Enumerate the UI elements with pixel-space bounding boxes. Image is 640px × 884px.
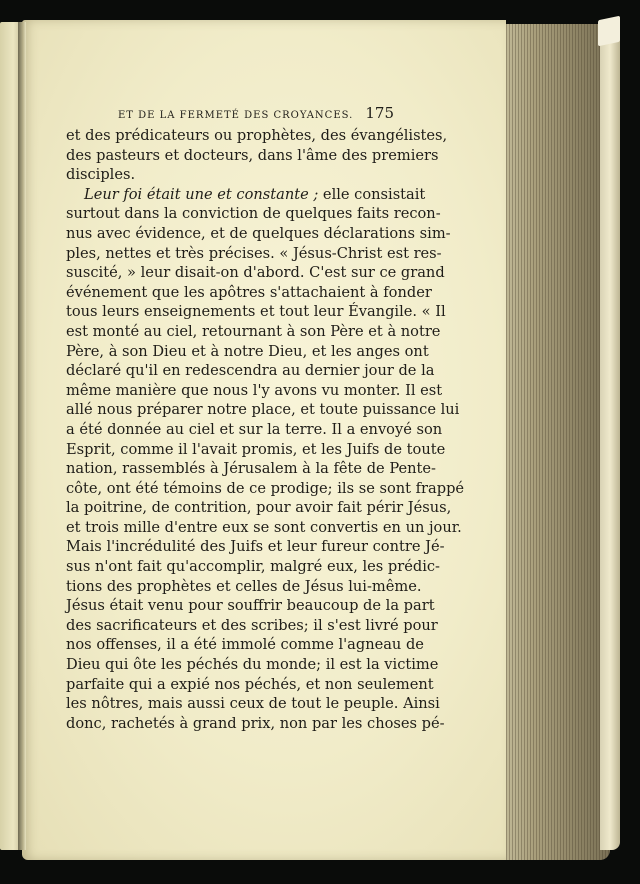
text-line: surtout dans la conviction de quelques faits recon- xyxy=(66,205,441,223)
italic-lead: Leur foi était une et constante ; xyxy=(84,185,319,203)
text-line: disciples. xyxy=(66,166,136,184)
text-line: la poitrine, de contrition, pour avoir fait périr Jésus, xyxy=(66,499,452,517)
fore-edge-cover xyxy=(600,30,620,850)
text-line: allé nous préparer notre place, et toute puissance lui xyxy=(66,401,460,419)
text-line: Mais l'incrédulité des Juifs et leur fureur contre Jé- xyxy=(66,538,445,556)
text-line: nation, rassemblés à Jérusalem à la fête de Pente- xyxy=(66,460,436,478)
text-line: Dieu qui ôte les péchés du monde; il est la victime xyxy=(66,656,439,674)
running-title: ET DE LA FERMETÉ DES CROYANCES. xyxy=(118,110,354,121)
text-line: suscité, » leur disait-on d'abord. C'est sur ce grand xyxy=(66,264,445,282)
text-line: a été donnée au ciel et sur la terre. Il a envoyé son xyxy=(66,420,443,438)
text-line: et trois mille d'entre eux se sont convertis en un jour. xyxy=(66,518,462,536)
text-line: Esprit, comme il l'avait promis, et les Juifs de toute xyxy=(66,440,446,458)
text-line: tions des prophètes et celles de Jésus lui-même. xyxy=(66,577,422,595)
text-line: nos offenses, il a été immolé comme l'agneau de xyxy=(66,636,424,654)
page-number: 175 xyxy=(365,104,394,122)
book-fore-edge xyxy=(494,24,610,860)
page-corner xyxy=(598,16,620,47)
book-gutter xyxy=(18,22,26,850)
line-rest: elle consistait xyxy=(318,185,426,203)
text-line: côte, ont été témoins de ce prodige; ils se sont frappé xyxy=(66,479,465,497)
text-line: sus n'ont fait qu'accomplir, malgré eux, les prédic- xyxy=(66,558,440,576)
text-line: donc, rachetés à grand prix, non par les choses pé- xyxy=(66,714,445,732)
text-line: des pasteurs et docteurs, dans l'âme des premiers xyxy=(66,146,439,164)
text-line: tous leurs enseignements et tout leur Évangile. « Il xyxy=(66,303,446,321)
page-text xyxy=(66,104,465,733)
text-line: même manière que nous l'y avons vu monter. Il est xyxy=(66,381,443,399)
text-line: est monté au ciel, retournant à son Père et à notre xyxy=(66,322,441,340)
text-line: événement que les apôtres s'attachaient à fonder xyxy=(66,283,432,301)
text-line: parfaite qui a expié nos péchés, et non seulement xyxy=(66,675,434,693)
text-line: des sacrificateurs et des scribes; il s'est livré pour xyxy=(66,616,438,634)
page-header xyxy=(66,104,394,126)
text-line: les nôtres, mais aussi ceux de tout le peuple. Ainsi xyxy=(66,695,440,713)
text-line: déclaré qu'il en redescendra au dernier jour de la xyxy=(66,362,435,380)
text-line: Père, à son Dieu et à notre Dieu, et les anges ont xyxy=(66,342,429,360)
text-line: nus avec évidence, et de quelques déclarations sim- xyxy=(66,224,451,242)
text-line: ples, nettes et très précises. « Jésus-Christ est res- xyxy=(66,244,442,262)
text-line: et des prédicateurs ou prophètes, des évangélistes, xyxy=(66,127,448,144)
paragraph-opening-line xyxy=(66,185,426,205)
text-line: Jésus était venu pour souffrir beaucoup de la part xyxy=(66,597,435,615)
